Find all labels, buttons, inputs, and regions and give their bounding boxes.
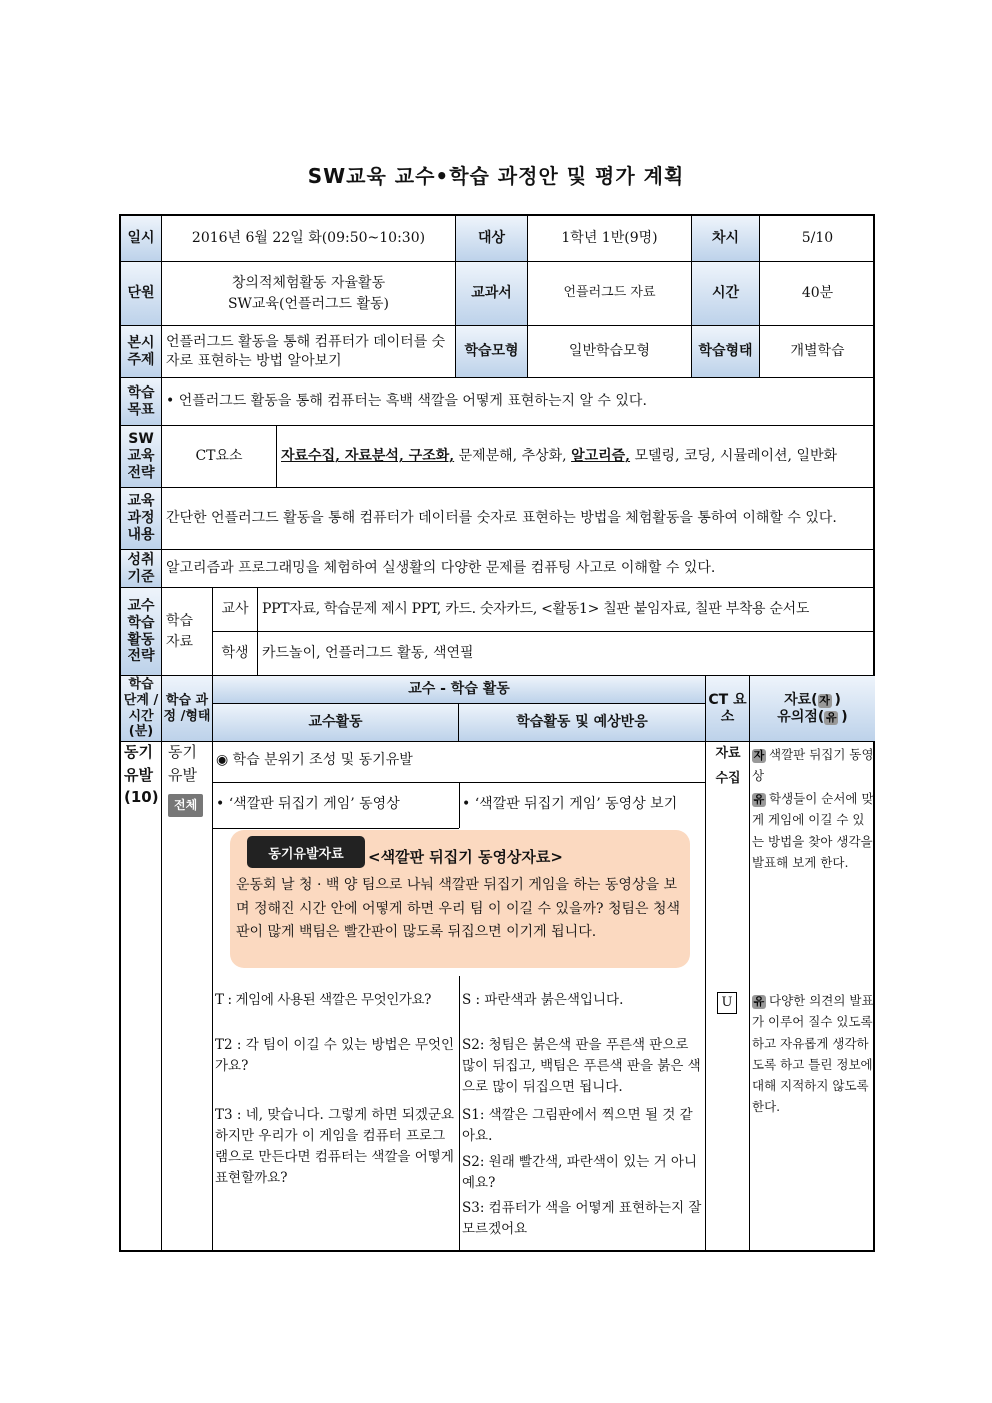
- notes-header: 유의점( 유 ): [777, 708, 848, 725]
- time-value: 40분: [760, 262, 875, 326]
- caution-note-2-text: 다양한 의견의 발표가 이루어 질수 있도록 하고 자유롭게 생각하도록 하고 틀린 정보에 대해 지적하지 않도록 한다.: [752, 993, 874, 1115]
- teacher-q1: T : 게임에 사용된 색깔은 무엇인가요?: [215, 992, 432, 1008]
- mode-badge: [168, 794, 203, 817]
- note-mark-icon: 유: [753, 793, 765, 806]
- stage-header: 학습 단계 /시간 (분): [121, 676, 162, 742]
- process-header: 학습 과정 /형태: [162, 676, 213, 742]
- ct-elements-text: [281, 446, 837, 466]
- student-item: • ‘색깔판 뒤집기 게임’ 동영상 보기: [462, 796, 678, 812]
- session-value: 5/10: [760, 216, 875, 262]
- student-a4: S2: 원래 빨간색, 파란색이 있는 거 아니예요?: [462, 1154, 697, 1191]
- ct-underlined-1: 자료수집, 자료분석, 구조화,: [281, 448, 455, 465]
- goal-value: • 언플러그드 활동을 통해 컴퓨터는 흑백 색깔을 어떻게 표현하는지 알 수 있다.: [162, 378, 875, 426]
- material-mark-icon: 자: [753, 749, 765, 762]
- target-value: 1학년 1반(9명): [528, 216, 692, 262]
- teacher-materials: PPT자료, 학습문제 제시 PPT, 카드. 숫자카드, <활동1> 칠판 붙임자료, 칠판 부착용 순서도: [258, 588, 875, 632]
- document-title: SW교육 교수•학습 과정안 및 평가 계획: [307, 164, 685, 188]
- ct-rest: 모델링, 코딩, 시뮬레이션, 일반화: [630, 448, 838, 465]
- content-label: 교육 과정 내용: [121, 488, 162, 550]
- ct-element-2: U: [717, 992, 737, 1014]
- session-label: 차시: [692, 216, 760, 262]
- topic-label: 본시 주제: [121, 326, 162, 378]
- process-text: 동기 유발: [168, 743, 197, 784]
- materials-notes-header: [750, 676, 875, 742]
- memo-tag: 동기유발자료: [247, 836, 365, 868]
- ct-middle: 문제분해, 추상화,: [454, 448, 572, 465]
- time-label: 시간: [692, 262, 760, 326]
- unit-line1: 창의적체험활동 자율활동: [231, 275, 386, 292]
- date-value: 2016년 6월 22일 화(09:50~10:30): [162, 216, 456, 262]
- student-label: 학생: [213, 632, 258, 676]
- ct-header: CT 요소: [706, 676, 750, 742]
- student-a1: S : 파란색과 붉은색입니다.: [462, 992, 624, 1008]
- note-mark-icon: 유: [825, 710, 837, 724]
- item-divider-right: [459, 782, 460, 828]
- student-activity-header: 학습활동 및 예상반응: [459, 704, 706, 742]
- standard-label: 성취 기준: [121, 550, 162, 588]
- materials-label: 학습 자료: [162, 588, 213, 676]
- student-materials: 카드놀이, 언플러그드 활동, 색연필: [258, 632, 875, 676]
- content-value: 간단한 언플러그드 활동을 통해 컴퓨터가 데이터를 숫자로 표현하는 방법을 체험활동을 통하여 이해할 수 있다.: [162, 488, 875, 550]
- date-label: 일시: [121, 216, 162, 262]
- standard-value: 알고리즘과 프로그래밍을 체험하여 실생활의 다양한 문제를 컴퓨팅 사고로 이해할 수 있다.: [162, 550, 875, 588]
- teacher-q3: T3 : 네, 맞습니다. 그렇게 하면 되겠군요 하지만 우리가 이 게임을 컴퓨터 프로그램으로 만든다면 컴퓨터는 색깔을 어떻게 표현할까요?: [215, 1107, 455, 1186]
- stage-text: 동기 유발 (10): [124, 743, 159, 806]
- material-note-1-text: 색깔판 뒤집기 동영상: [752, 747, 874, 784]
- student-a5: S3: 컴퓨터가 색을 어떻게 표현하는지 잘 모르겠어요: [462, 1200, 702, 1237]
- student-a3: S1: 색깔은 그림판에서 찍으면 될 것 같아요.: [462, 1107, 693, 1144]
- ct-elements: [277, 426, 875, 488]
- mode-badge-label: 전체: [168, 794, 203, 817]
- unit-label: 단원: [121, 262, 162, 326]
- sw-strategy-label: SW 교육 전략: [121, 426, 162, 488]
- textbook-value: 언플러그드 자료: [528, 262, 692, 326]
- note-mark-icon: 유: [753, 995, 765, 1008]
- unit-value: [162, 262, 456, 326]
- ct-element-1: 자료 수집: [715, 746, 741, 786]
- model-value: 일반학습모형: [528, 326, 692, 378]
- topic-value: 언플러그드 활동을 통해 컴퓨터가 데이터를 숫자로 표현하는 방법 알아보기: [162, 326, 456, 378]
- model-label: 학습모형: [456, 326, 528, 378]
- ct-label: CT요소: [162, 426, 277, 488]
- teacher-label: 교사: [213, 588, 258, 632]
- unit-line2: SW교육(언플러그드 활동): [227, 295, 390, 312]
- activity-header: 교수 - 학습 활동: [213, 676, 706, 704]
- teacher-item: • ‘색깔판 뒤집기 게임’ 동영상: [216, 796, 400, 812]
- caution-note-1: [752, 788, 874, 873]
- form-value: 개별학습: [760, 326, 875, 378]
- section-heading: ◉ 학습 분위기 조성 및 동기유발: [216, 752, 413, 768]
- teacher-q2: T2 : 각 팀이 이길 수 있는 방법은 무엇인가요?: [215, 1037, 455, 1074]
- caution-note-2: [752, 990, 874, 1118]
- ct-underlined-2: 알고리즘,: [571, 448, 631, 465]
- process-column: [162, 742, 213, 1252]
- goal-label: 학습 목표: [121, 378, 162, 426]
- dialog-divider: [459, 976, 460, 1252]
- item-divider: [213, 828, 459, 829]
- caution-note-1-text: 학생들이 순서에 맞게 게임에 이길 수 있는 방법을 찾아 생각을 발표해 보게 한다.: [752, 791, 874, 870]
- material-note-1: [752, 744, 874, 787]
- memo-body: 운동회 날 청 · 백 양 팀으로 나눠 색깔판 뒤집기 게임을 하는 동영상을 보며 정해진 시간 안에 어떻게 하면 우리 팀 이 이길 수 있을까? 청팀은 청색판이 많게 백팀은 빨간판이 많도록 뒤집으면 이기게 됩니다.: [236, 877, 681, 941]
- strategy-label: 교수 학습 활동 전략: [121, 588, 162, 676]
- form-label: 학습형태: [692, 326, 760, 378]
- target-label: 대상: [456, 216, 528, 262]
- materials-header: 자료( 자 ): [784, 691, 841, 708]
- teacher-activity-header: 교수활동: [213, 704, 459, 742]
- textbook-label: 교과서: [456, 262, 528, 326]
- stage-column: [121, 742, 162, 1252]
- student-a2: S2: 청팀은 붉은색 판을 푸른색 판으로 많이 뒤집고, 백팀은 푸른색 판을 붉은 색 으로 많이 뒤집으면 됩니다.: [462, 1037, 701, 1095]
- memo-heading: <색깔판 뒤집기 동영상자료>: [368, 848, 563, 866]
- material-mark-icon: 자: [819, 693, 830, 707]
